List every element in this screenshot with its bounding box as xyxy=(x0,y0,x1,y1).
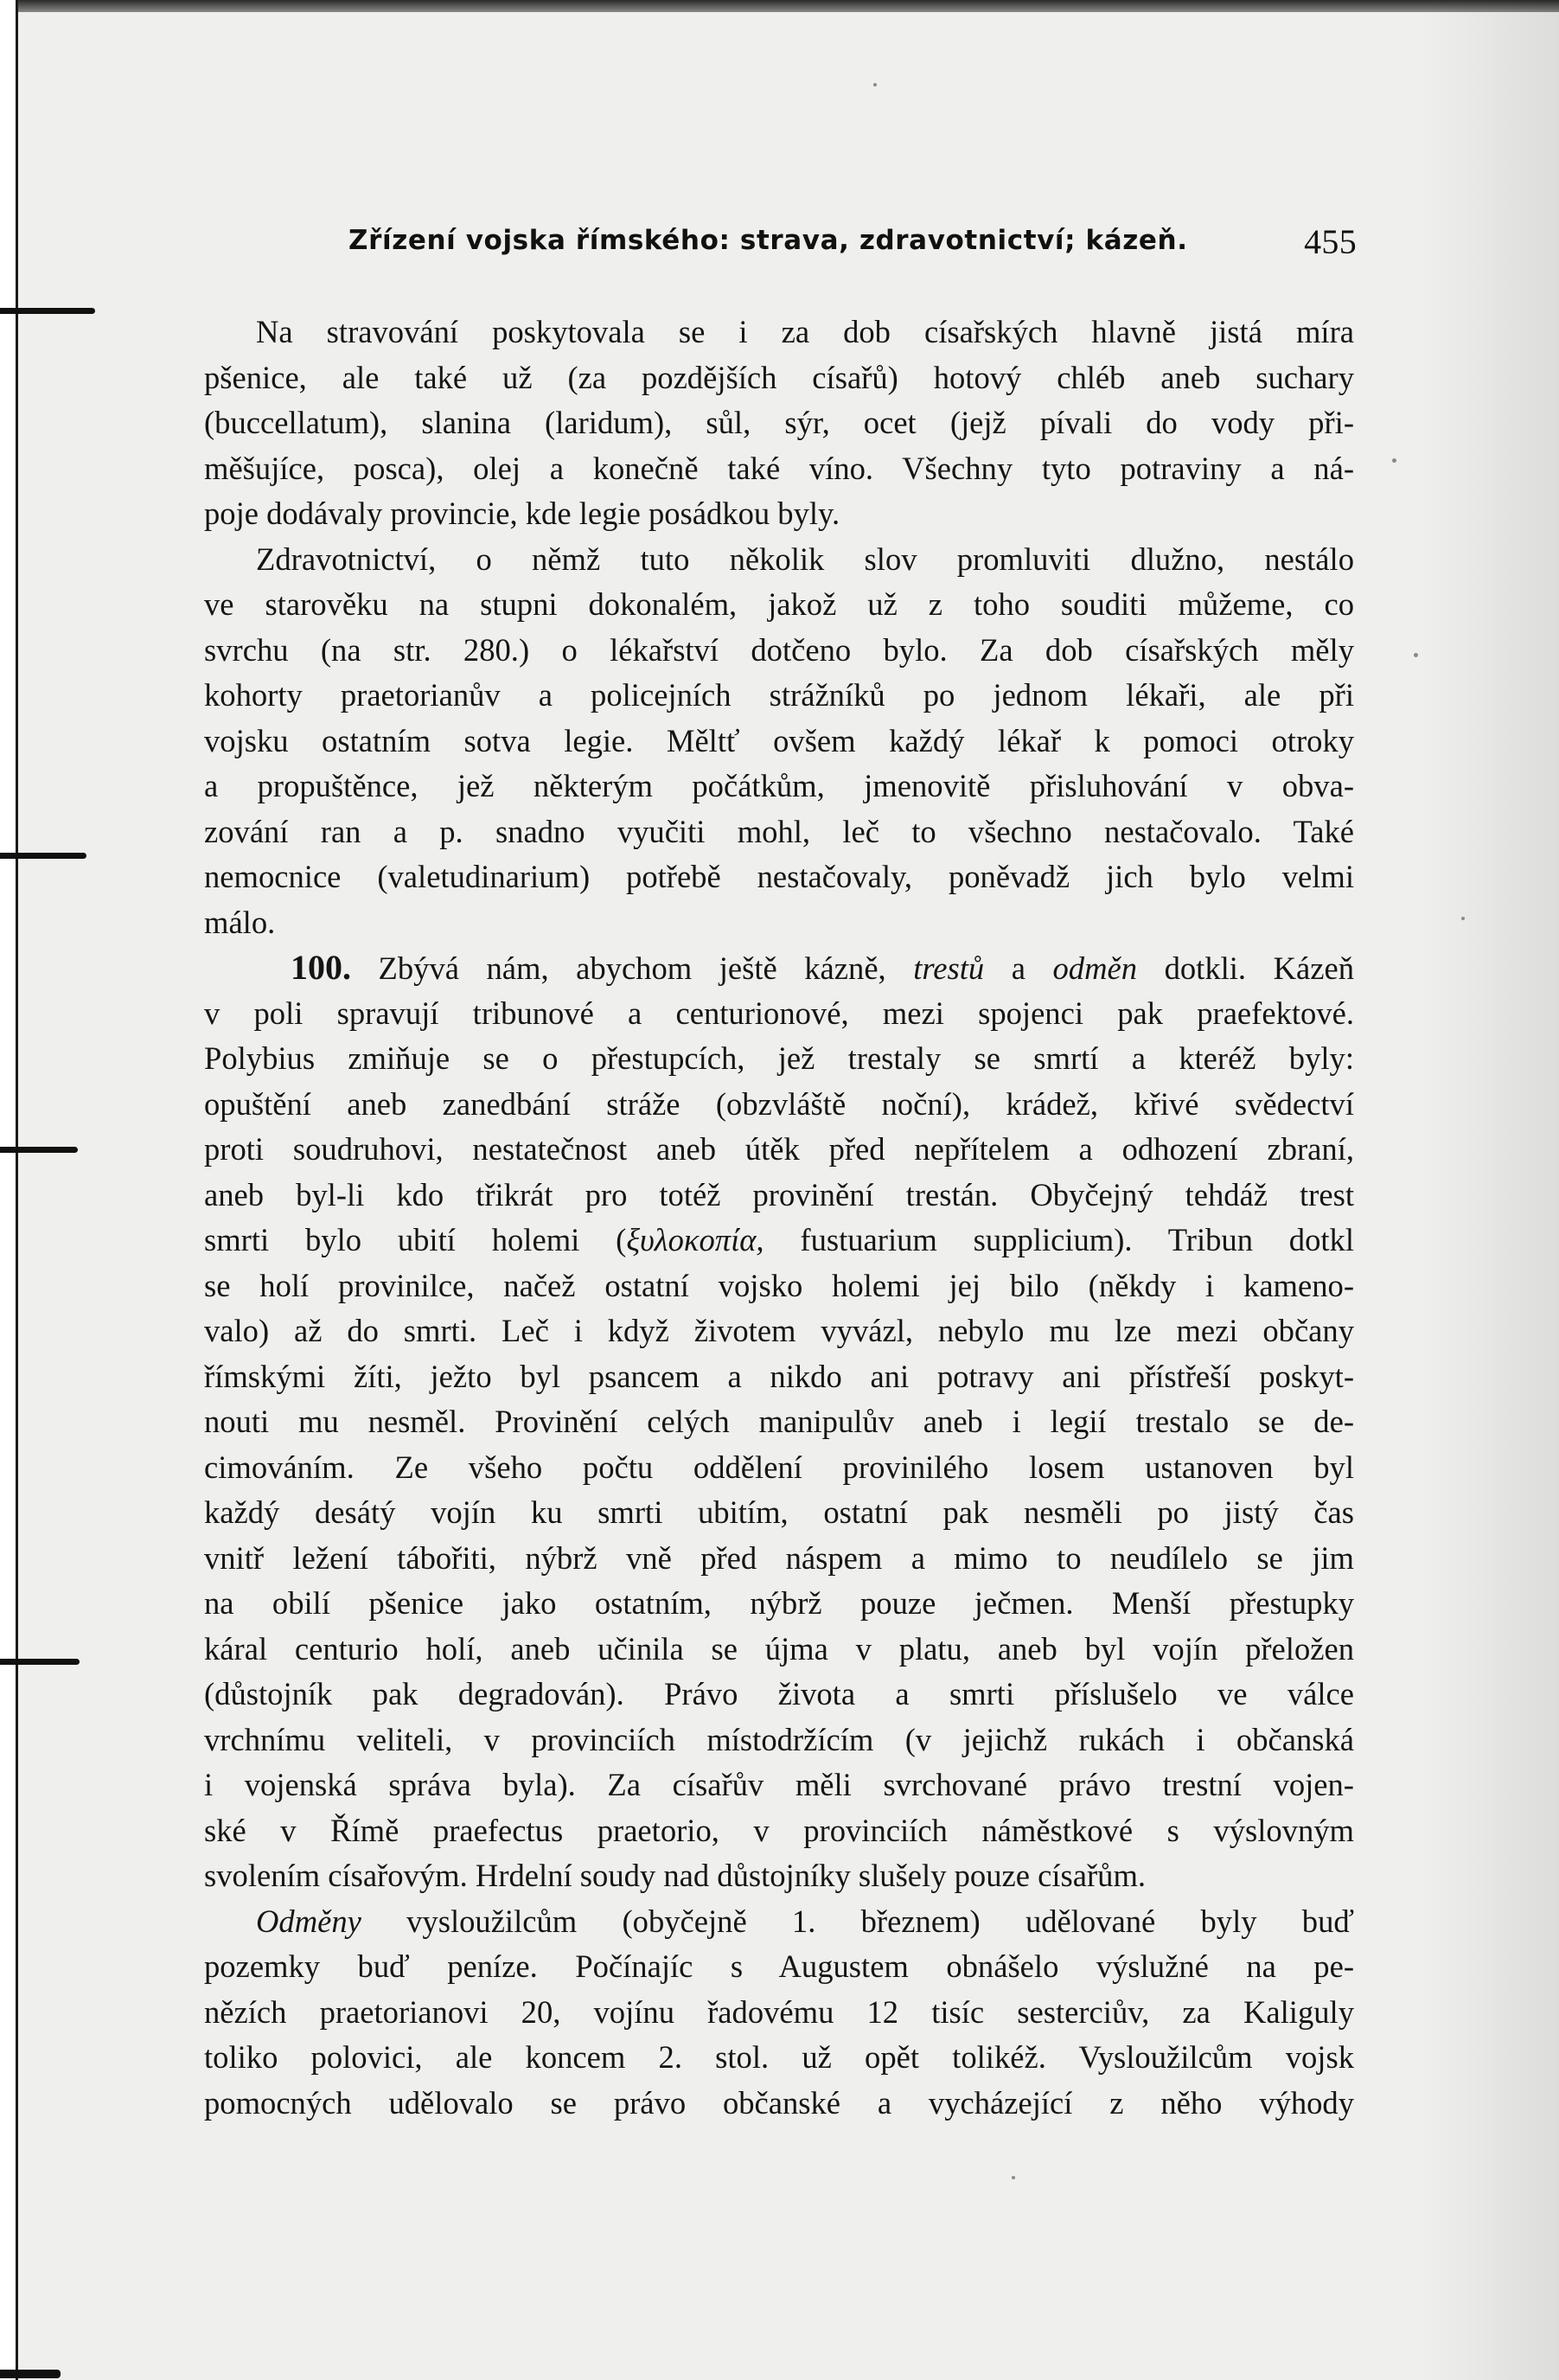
ink-bleed-mark xyxy=(0,2370,61,2378)
text-line: nouti mu nesměl. Provinění celých manipulův aneb i legií trestalo se de- xyxy=(204,1404,1354,1439)
text-line: aneb byl-li kdo třikrát pro totéž provinění trestán. Obyčejný tehdáž trest xyxy=(204,1176,1354,1212)
page-number: 455 xyxy=(1304,222,1357,261)
text-line: pšenice, ale také už (za pozdějších císařů) hotový chléb aneb suchary xyxy=(204,359,1354,395)
text-line: Zdravotnictví, o němž tuto několik slov promluviti dlužno, nestálo xyxy=(256,541,1354,577)
italic-term: Odměny xyxy=(256,1903,361,1939)
text-line: kohorty praetorianův a policejních strážníků po jednom lékaři, ale při xyxy=(204,677,1354,713)
scan-right-shadow xyxy=(1421,0,1559,2380)
ink-bleed-mark xyxy=(0,853,86,859)
text-fragment: vysloužilcům (obyčejně 1. březnem) udělované byly buď xyxy=(361,1903,1354,1939)
text-line: a propuštěnce, jež některým počátkům, jmenovitě přisluhování v obva- xyxy=(204,768,1354,803)
scan-left-margin xyxy=(0,0,16,2380)
text-line: v poli spravují tribunové a centurionové, mezi spojenci pak praefektové. xyxy=(204,995,1354,1031)
text-line: málo. xyxy=(204,904,276,940)
italic-term: trestů xyxy=(913,950,985,986)
text-line: ské v Římě praefectus praetorio, v provinciích náměstkové s výslovným xyxy=(204,1812,1354,1848)
text-line: měšujíce, posca), olej a konečně také víno. Všechny tyto potraviny a ná- xyxy=(204,450,1354,486)
running-title: Zřízení vojska římského: strava, zdravotnictví; kázeň. xyxy=(348,225,1188,256)
paper-speck xyxy=(1414,653,1418,657)
text-line: poje dodávaly provincie, kde legie posádkou byly. xyxy=(204,496,840,531)
text-line: valo) až do smrti. Leč i když životem vyvázl, nebylo mu lze mezi občany xyxy=(204,1313,1354,1348)
section-number: 100. xyxy=(291,948,351,987)
text-line: vojsku ostatním sotva legie. Měltť ovšem každý lékař k pomoci otroky xyxy=(204,722,1354,758)
text-line: opuštění aneb zanedbání stráže (obzvláště noční), krádež, křivé svědectví xyxy=(204,1085,1354,1122)
text-line: se holí provinilce, načež ostatní vojsko holemi jej bilo (někdy i kameno- xyxy=(204,1267,1354,1303)
text-line: cimováním. Ze všeho počtu oddělení provinilého losem ustanoven byl xyxy=(204,1449,1354,1485)
greek-term: ξυλοκοπία, xyxy=(626,1222,764,1257)
text-fragment: fustuarium supplicium). Tribun dotkl xyxy=(764,1222,1354,1257)
scan-top-edge xyxy=(0,0,1559,12)
text-fragment: dotkli. Kázeň xyxy=(1164,950,1355,986)
ink-bleed-mark xyxy=(0,1659,80,1665)
text-line: (buccellatum), slanina (laridum), sůl, sýr, ocet (jejž pívali do vody při- xyxy=(204,405,1354,440)
paper-speck xyxy=(1012,2176,1015,2179)
text-line: pozemky buď peníze. Počínajíc s Augustem obnášelo výslužné na pe- xyxy=(204,1948,1354,1984)
text-line: (důstojník pak degradován). Právo života a smrti příslušelo ve válce xyxy=(204,1676,1354,1711)
text-line: vrchnímu veliteli, v provinciích místodržícím (v jejichž rukách i občanská xyxy=(204,1721,1354,1757)
section-100-first-line xyxy=(204,945,1354,991)
paper-speck xyxy=(1392,458,1396,463)
text-line: římskými žíti, ježto byl psancem a nikdo ani potravy ani přístřeší poskyt- xyxy=(204,1358,1354,1394)
text-line: i vojenská správa byla). Za císařův měli svrchované právo trestní vojen- xyxy=(204,1767,1354,1802)
text-line: zování ran a p. snadno vyučiti mohl, leč to všechno nestačovalo. Také xyxy=(204,813,1354,849)
body-text xyxy=(204,310,1354,2126)
text-line: proti soudruhovi, nestatečnost aneb útěk před nepřítelem a odhození zbraní, xyxy=(204,1131,1354,1167)
text-line: svrchu (na str. 280.) o lékařství dotčeno bylo. Za dob císařských měly xyxy=(204,631,1354,668)
paper-speck xyxy=(873,83,877,86)
paper-speck xyxy=(1461,917,1465,920)
ink-bleed-mark xyxy=(0,308,95,314)
text-line: každý desátý vojín ku smrti ubitím, ostatní pak nesměli po jistý čas xyxy=(204,1494,1354,1530)
text-line: nězích praetorianovi 20, vojínu řadovému 12 tisíc sesterciův, za Kaliguly xyxy=(204,1993,1354,2030)
text-line: Na stravování poskytovala se i za dob císařských hlavně jistá míra xyxy=(256,314,1354,349)
text-line: na obilí pšenice jako ostatním, nýbrž pouze ječmen. Menší přestupky xyxy=(204,1585,1354,1621)
text-line: ve starověku na stupni dokonalém, jakož už z toho souditi můžeme, co xyxy=(204,586,1354,622)
text-fragment: smrti bylo ubití holemi ( xyxy=(204,1222,627,1257)
scan-left-rule xyxy=(16,0,18,2380)
greek-term-line xyxy=(204,1218,1354,1264)
text-line: pomocných udělovalo se právo občanské a vycházející z něho výhody xyxy=(204,2084,1354,2121)
text-line: toliko polovici, ale koncem 2. stol. už opět tolikéž. Vysloužilcům vojsk xyxy=(204,2039,1354,2075)
italic-term: odměn xyxy=(1052,950,1138,986)
text-line: nemocnice (valetudinarium) potřebě nestačovaly, poněvadž jich bylo velmi xyxy=(204,859,1354,894)
text-line: svolením císařovým. Hrdelní soudy nad důstojníky slušely pouze císařům. xyxy=(204,1858,1147,1893)
text-fragment: a xyxy=(1011,950,1025,986)
running-header xyxy=(348,218,1357,270)
ink-bleed-mark xyxy=(0,1147,78,1153)
text-line: Polybius zmiňuje se o přestupcích, jež trestaly se smrtí a kteréž byly: xyxy=(204,1040,1354,1076)
text-fragment: Zbývá nám, abychom ještě kázně, xyxy=(378,950,886,986)
text-line: káral centurio holí, aneb učinila se újma v platu, aneb byl vojín přeložen xyxy=(204,1630,1354,1667)
odmeny-first-line xyxy=(204,1899,1354,1945)
text-line: vnitř ležení tábořiti, nýbrž vně před náspem a mimo to neudílelo se jim xyxy=(204,1539,1354,1576)
